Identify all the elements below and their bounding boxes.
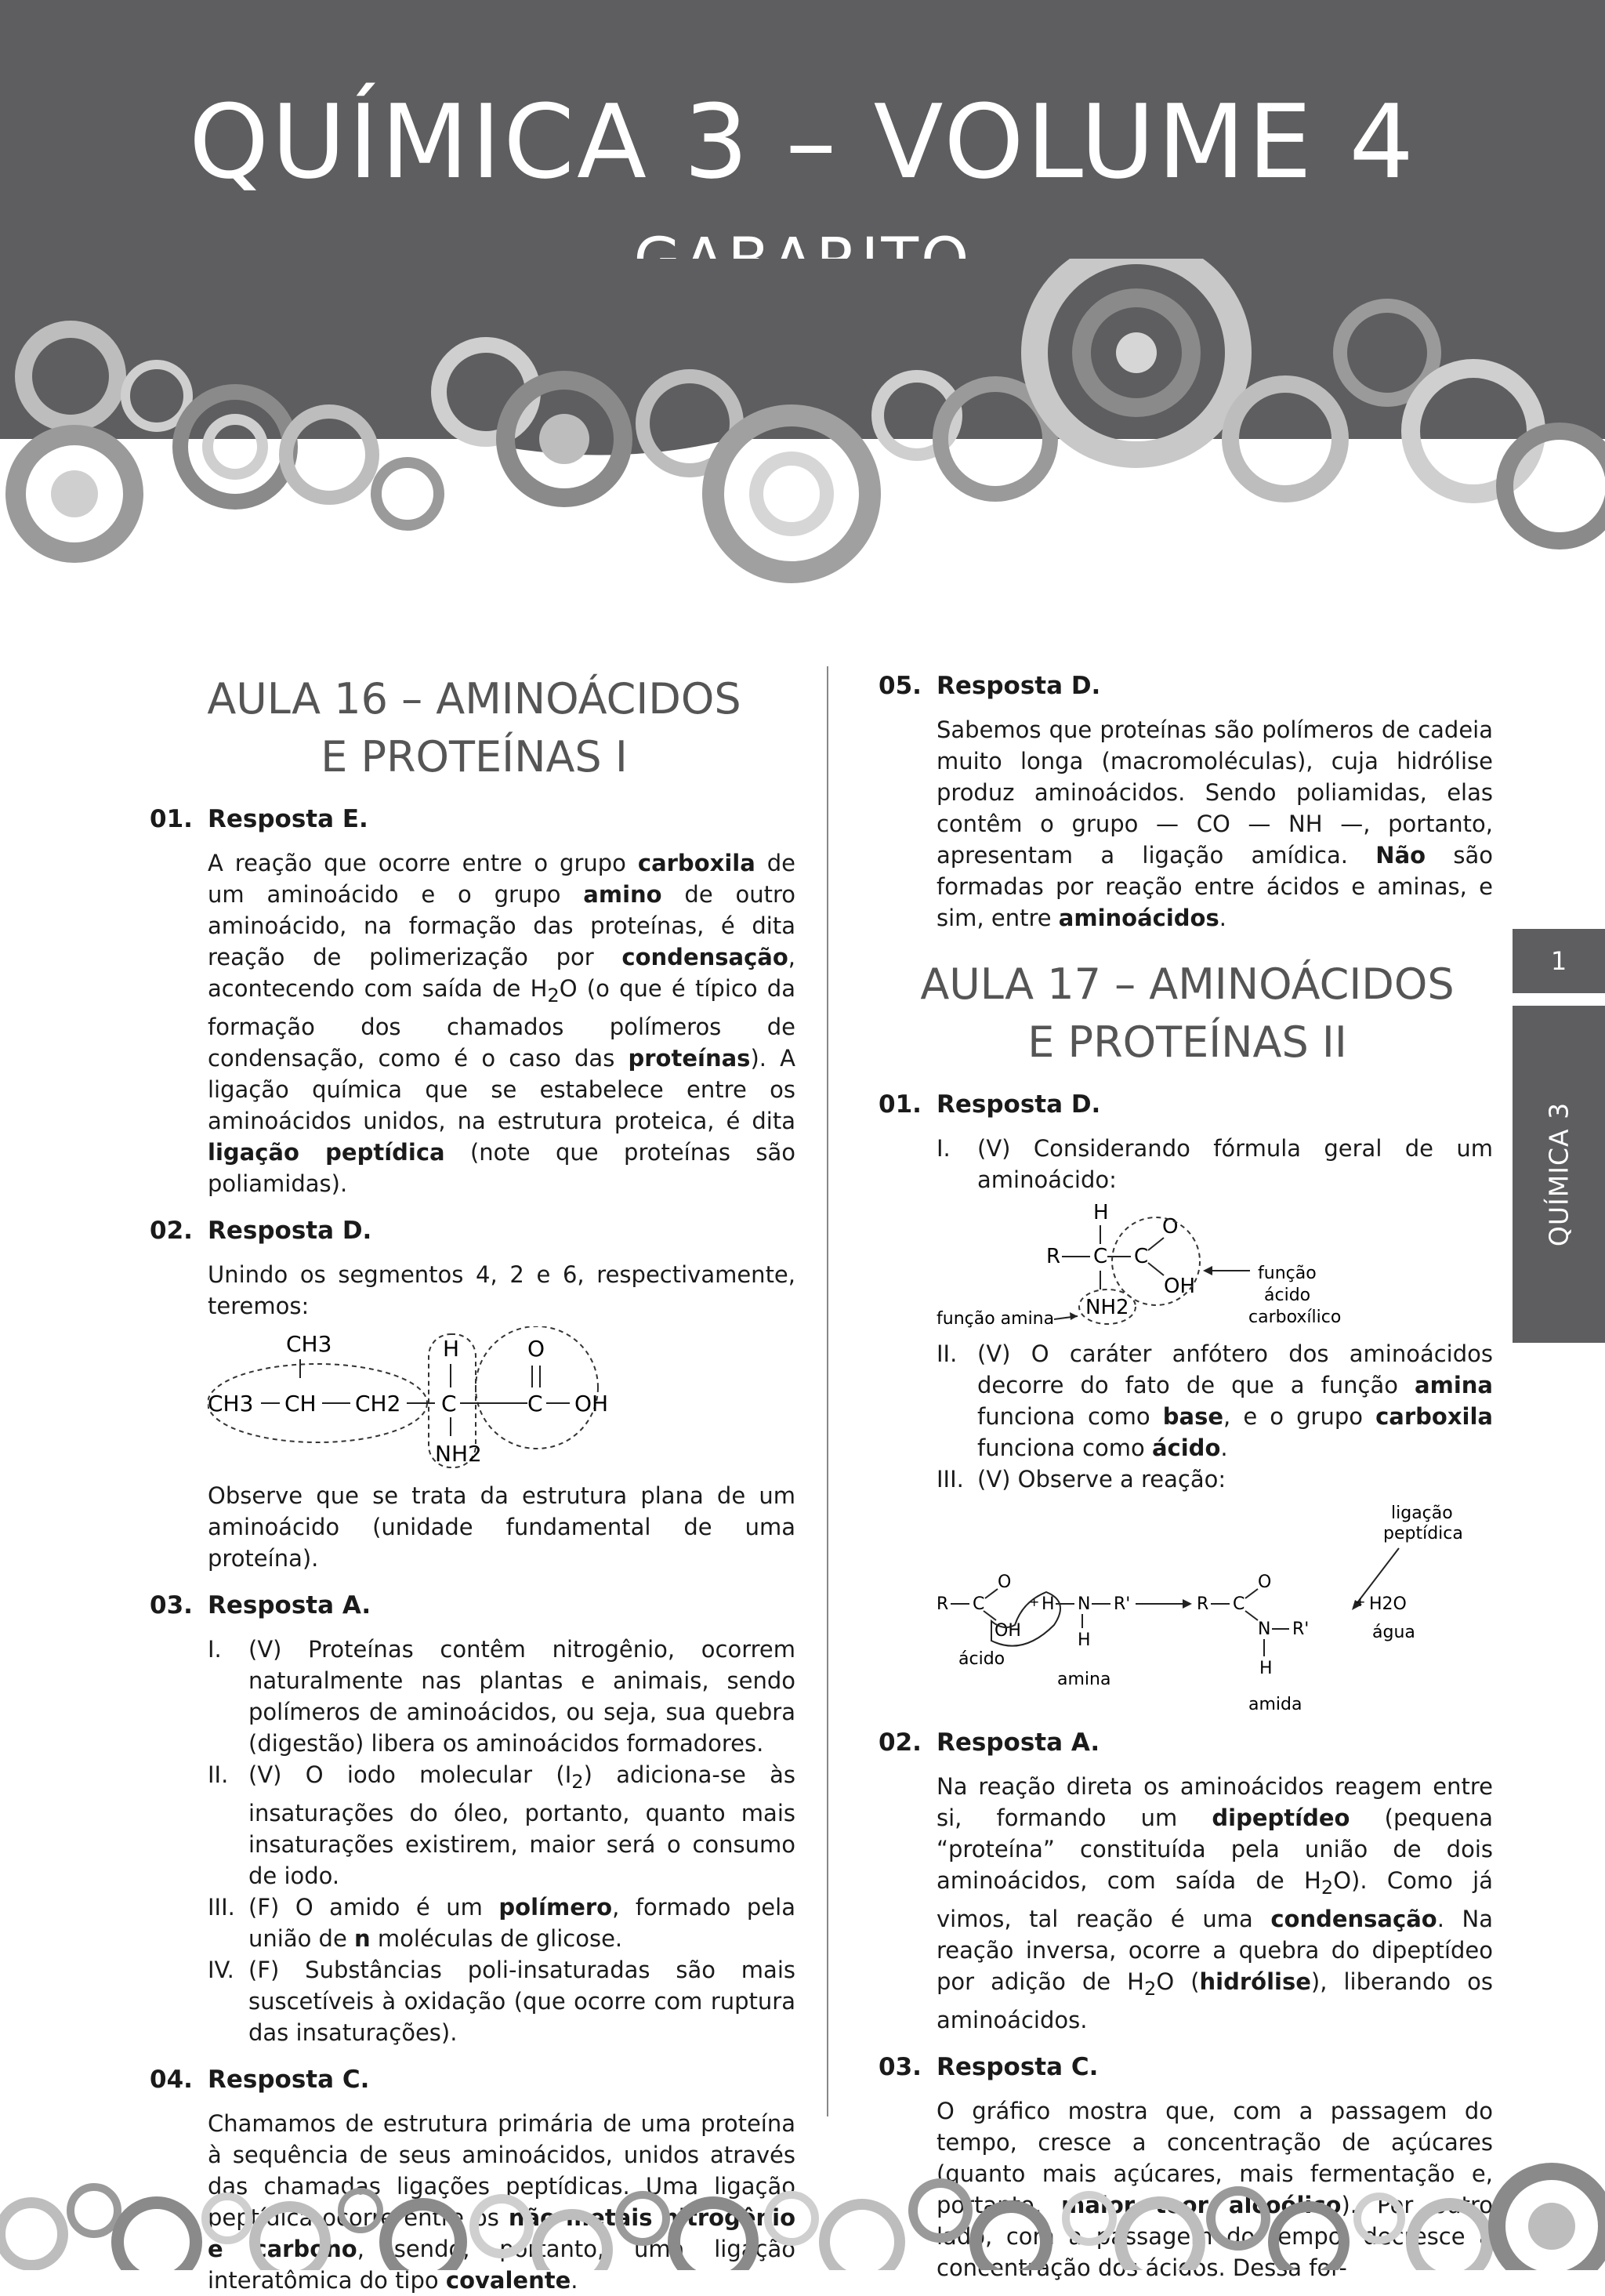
question-02b-heading [879,1727,1493,1758]
svg-text:R: R [1197,1594,1209,1614]
svg-text:CH3: CH3 [286,1330,332,1357]
peptide-reaction-diagram [937,1500,1485,1711]
section-title-aula-17 [882,956,1493,1072]
svg-text:H: H [1042,1594,1055,1614]
svg-text:CH: CH [284,1390,317,1416]
question-04-text: Chamamos de estrutura primária de uma proteína à sequência de seus aminoácidos, unidos através das chamadas ligações peptídicas. Uma ligação peptídica ocorre entre os não metais nitrogênio e carbono, sendo, portanto, uma ligação interatômica do tipo covalente. [208,2109,795,2294]
list-item: I. (V) Considerando fórmula geral de um aminoácido: [937,1135,1493,1193]
question-02b-text: Na reação direta os aminoácidos reagem entre si, formando um dipeptídeo (pequena “proteína” constituída pela união de dois aminoácidos, com saída de $H_2O$). Como já vimos, tal reação é uma condensação. Na reação inversa, ocorre a quebra do dipeptídeo por adição de $H_2O$ (hidrólise), liberando os aminoácidos. [937,1773,1494,2033]
svg-text:ácido: ácido [1264,1286,1311,1305]
svg-text:função: função [1258,1264,1317,1283]
svg-text:C: C [441,1390,457,1416]
svg-text:C: C [1233,1594,1245,1614]
answer-label: Resposta A. [208,1591,371,1620]
svg-text:O: O [998,1572,1012,1592]
amino-acid-general-formula [937,1200,1485,1333]
svg-text:NH2: NH2 [1085,1296,1129,1319]
svg-text:água: água [1372,1623,1415,1642]
svg-text:C: C [973,1594,985,1614]
answer-label: Resposta A. [937,1728,1100,1757]
svg-text:H: H [1078,1630,1091,1650]
svg-text:H: H [1093,1201,1109,1224]
answer-label: Resposta D. [937,1090,1101,1119]
answer-label: Resposta C. [937,2052,1099,2081]
answer-label: Resposta C. [208,2065,370,2094]
question-04-heading [150,2064,795,2095]
question-02-outro: Observe que se trata da estrutura plana de um aminoácido (unidade fundamental de uma proteína). [208,1482,795,1572]
question-05-text: Sabemos que proteínas são polímeros de cadeia muito longa (macromoléculas), cuja hidrólise produz aminoácidos. Sendo poliamidas, elas contêm o grupo — CO — NH —, portanto, apresentam a ligação amídica. Não são formadas por reação entre ácidos e aminas, e sim, entre aminoácidos. [937,716,1494,931]
svg-text:NH2: NH2 [435,1440,482,1467]
svg-text:OH: OH [574,1390,609,1416]
svg-text:ácido: ácido [958,1649,1005,1669]
answer-label: Resposta D. [208,1216,372,1245]
question-number: 02. [150,1216,193,1245]
section-title-line1: AULA 16 – AMINOÁCIDOS [207,674,741,724]
svg-text:ligação: ligação [1391,1503,1453,1523]
right-column [879,670,1494,2283]
question-01b-heading [879,1089,1493,1120]
left-column [150,670,795,2296]
svg-text:peptídica: peptídica [1383,1524,1463,1543]
decorative-circles-bottom [0,2140,1605,2270]
svg-text:C: C [1134,1245,1149,1268]
svg-text:N: N [1258,1620,1271,1639]
svg-text:função amina: função amina [937,1309,1055,1329]
list-item: II. (V) O caráter anfótero dos aminoácidos decorre do fato de que a função amina funciona como base, e o grupo carboxila funciona como ácido. [937,1340,1493,1461]
question-number: 03. [150,1591,193,1620]
list-item: III. (F) O amido é um polímero, formado pela união de n moléculas de glicose. [208,1893,795,1952]
svg-text:OH: OH [995,1621,1021,1641]
svg-text:R': R' [1114,1594,1131,1614]
svg-text:O: O [527,1335,545,1362]
section-title-line1: AULA 17 – AMINOÁCIDOS [920,959,1455,1009]
amino-acid-structure [208,1326,788,1475]
list-item: I. (V) Proteínas contêm nitrogênio, ocorrem naturalmente nas plantas e animais, sendo polímeros de aminoácidos, ou seja, sua quebra (digestão) libera os aminoácidos formadores. [208,1635,795,1757]
svg-text:R': R' [1292,1620,1310,1639]
svg-text:N: N [1078,1594,1091,1614]
svg-text:amida: amida [1248,1695,1302,1711]
page-number-tab: 1 [1513,929,1605,993]
svg-text:+: + [1355,1594,1366,1609]
question-number: 04. [150,2065,193,2094]
svg-text:R: R [1046,1245,1061,1268]
list-item: II. (V) O iodo molecular $(I_2)$ adiciona-se às insaturações do óleo, portanto, quanto mais insaturações existirem, maior será o consumo de iodo. [208,1761,795,1889]
section-title-line2: E PROTEÍNAS II [1027,1017,1347,1067]
svg-text:H2O: H2O [1369,1594,1407,1614]
svg-text:carboxílico: carboxílico [1248,1308,1342,1327]
list-item: III. (V) Observe a reação: [937,1466,1226,1493]
svg-text:H: H [1259,1659,1273,1678]
svg-text:H: H [443,1335,460,1362]
question-number: 02. [879,1728,922,1757]
question-number: 01. [150,805,193,833]
answer-label: Resposta D. [937,672,1101,700]
decorative-circles-top [0,259,1605,635]
subject-tab-label: QUÍMICA 3 [1543,1101,1574,1247]
question-number: 05. [879,672,922,700]
svg-text:OH: OH [1164,1275,1196,1298]
svg-text:C: C [527,1390,543,1416]
page-title: QUÍMICA 3 – VOLUME 4 [188,82,1417,201]
answer-label: Resposta E. [208,805,368,833]
question-02-intro: Unindo os segmentos 4, 2 e 6, respectivamente, teremos: [208,1260,795,1319]
question-number: 03. [879,2052,922,2081]
svg-text:amina: amina [1057,1670,1111,1689]
list-item: IV. (F) Substâncias poli-insaturadas são mais suscetíveis à oxidação (que ocorre com ruptura das insaturações). [208,1956,795,2046]
question-01-text: A reação que ocorre entre o grupo carboxila de um aminoácido e o grupo amino de outro aminoácido, na formação das proteínas, é dita reação de polimerização por condensação, acontecendo com saída de $H_2O$ (o que é típico da formação dos chamados polímeros de condensação, como é o caso das proteínas). A ligação química que se estabelece entre os aminoácidos unidos, na estrutura proteica, é dita ligação peptídica (note que proteínas são poliamidas). [208,850,795,1197]
svg-text:O: O [1162,1215,1179,1239]
question-01-heading [150,803,795,835]
svg-text:CH3: CH3 [208,1390,254,1416]
svg-text:R: R [937,1594,949,1614]
question-03b-heading [879,2051,1493,2083]
question-03-heading [150,1590,795,1621]
column-divider [827,666,828,2116]
section-title-line2: E PROTEÍNAS I [321,732,628,782]
section-title-aula-16 [153,670,795,786]
question-number: 01. [879,1090,922,1119]
svg-text:+: + [1029,1594,1040,1609]
question-05-heading [879,670,1493,702]
svg-text:O: O [1258,1572,1272,1592]
svg-text:C: C [1093,1245,1108,1268]
question-02-heading [150,1215,795,1246]
svg-text:CH2: CH2 [355,1390,401,1416]
question-03b-text: O gráfico mostra que, com a passagem do tempo, cresce a concentração de açúcares (quanto mais açúcares, mais fermentação e, portanto, maior teor alcoólico). Por outro lado, com a passagem do tempo, decresce a concentração dos ácidos. Dessa for- [937,2097,1493,2281]
